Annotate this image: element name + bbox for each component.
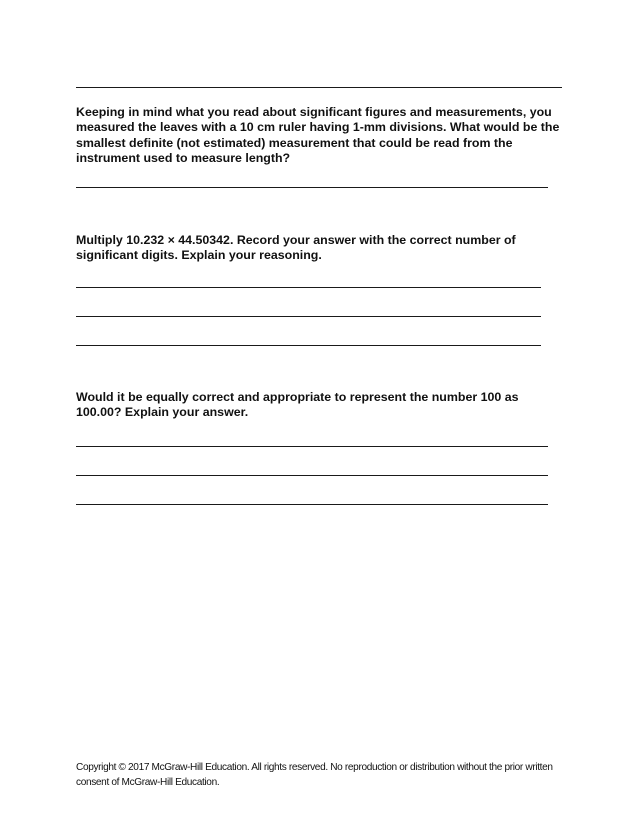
question-represent-100: Would it be equally correct and appropriate to represent the number 100 as 100.00? Explain your answer.	[76, 390, 519, 420]
answer-line-q3-3	[76, 504, 548, 505]
copyright-footer: Copyright © 2017 McGraw-Hill Education. All rights reserved. No reproduction or distribution without the prior written consent of McGraw-Hill Education.	[76, 762, 553, 788]
answer-line-q3-1	[76, 446, 548, 447]
answer-line-top	[76, 87, 562, 88]
question-multiply: Multiply 10.232 × 44.50342. Record your answer with the correct number of significant digits. Explain your reasoning.	[76, 233, 516, 263]
answer-line-q2-3	[76, 345, 541, 346]
answer-line-q1	[76, 187, 548, 188]
question-significant-figures-ruler: Keeping in mind what you read about significant figures and measurements, you measured the leaves with a 10 cm ruler having 1-mm divisions. What would be the smallest definite (not estimated) measurement that could be read from the instrument used to measure length?	[76, 105, 560, 166]
answer-line-q2-2	[76, 316, 541, 317]
answer-line-q3-2	[76, 475, 548, 476]
answer-line-q2-1	[76, 287, 541, 288]
